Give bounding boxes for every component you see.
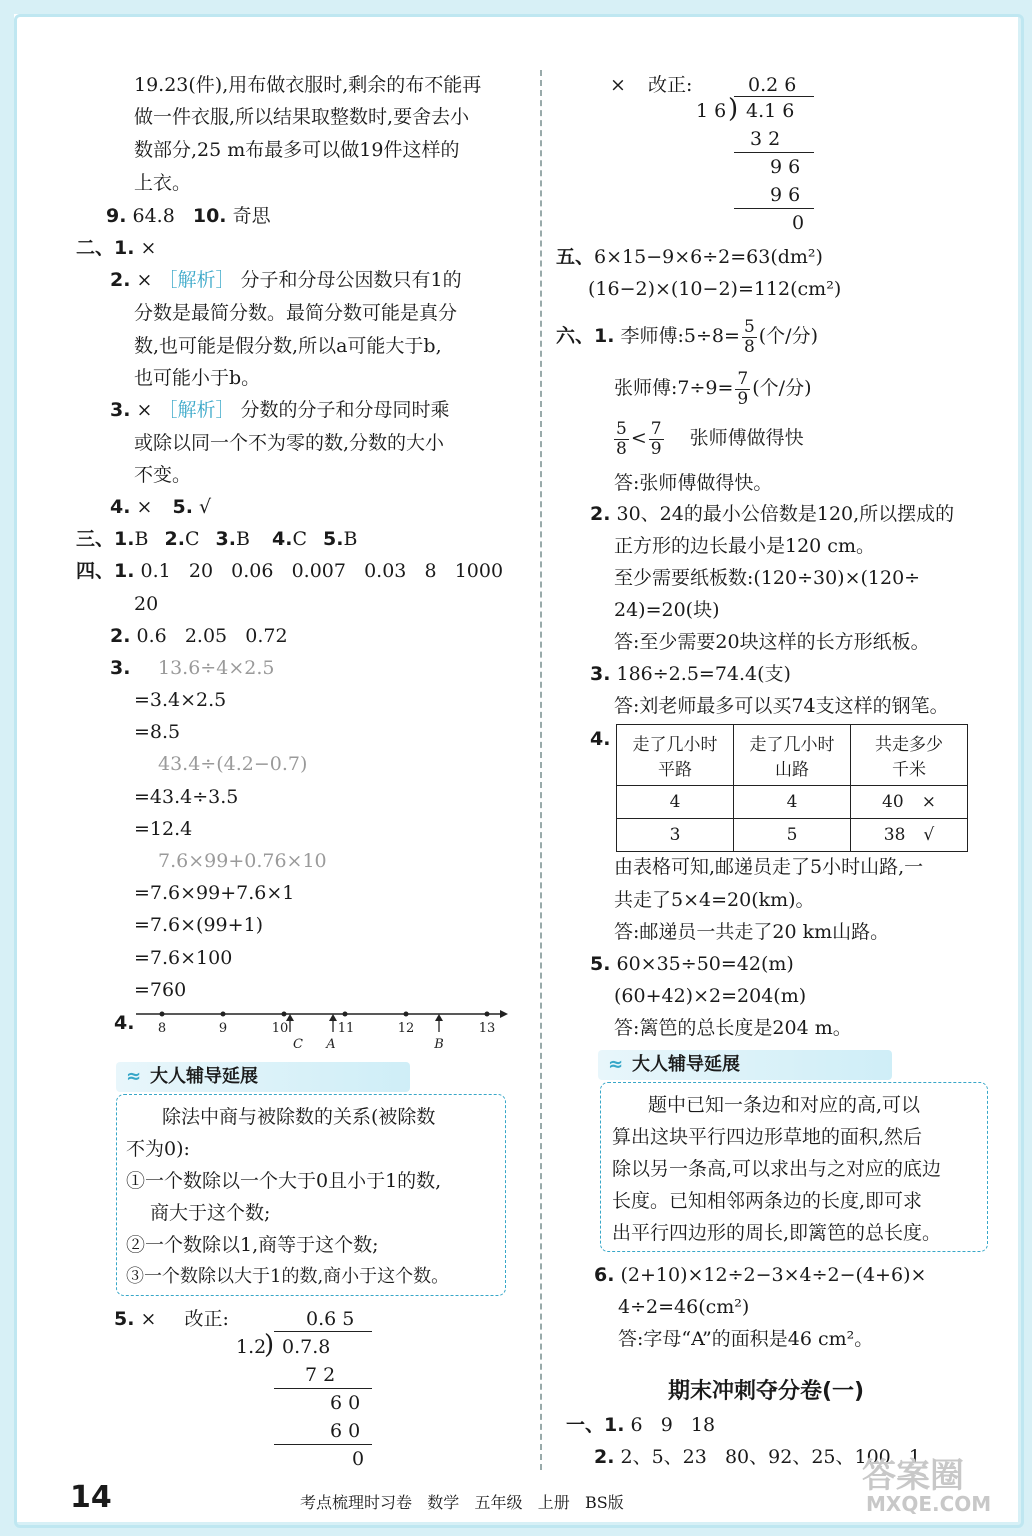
text-line: 60×35÷50=42(m) <box>616 953 794 975</box>
text-line: (16−2)×(10−2)=112(cm²) <box>588 278 842 300</box>
text-line: 30、24的最小公倍数是120,所以摆成的 <box>616 503 955 525</box>
table-header <box>617 725 734 786</box>
table-cell: 4 <box>734 786 851 819</box>
question-number: 1. <box>594 325 615 348</box>
table-cell: 3 <box>617 819 734 852</box>
table-header-row <box>617 725 968 786</box>
header-line: 共走多少 <box>875 735 943 755</box>
text-line: 分数是最简分数。最简分数可能是真分 <box>134 302 458 324</box>
division-bracket: ) <box>728 94 739 124</box>
tick-dot <box>282 1012 287 1017</box>
calc-step: =7.6×(99+1) <box>134 914 264 936</box>
division-bar <box>274 1331 372 1332</box>
question-number: 2. <box>164 528 185 550</box>
question-number: 1. <box>114 237 135 259</box>
division-bar <box>734 96 814 97</box>
denominator: 9 <box>737 388 749 409</box>
data-table <box>616 724 968 852</box>
mark-label: B <box>434 1037 444 1052</box>
calc-step: 7.6×99+0.76×10 <box>158 850 327 872</box>
q5-line <box>590 953 794 976</box>
extension-title: ≈ 大人辅导延展 <box>598 1050 892 1080</box>
section-label: 五、 <box>556 246 595 268</box>
header-line: 走了几小时 <box>632 735 718 755</box>
denominator: 9 <box>650 438 662 459</box>
section-5 <box>556 246 823 269</box>
fraction <box>649 420 664 458</box>
answer: C <box>184 528 200 550</box>
question-number: 4. <box>272 528 293 550</box>
zhang-rate <box>614 370 811 408</box>
section-label: 六、 <box>556 325 595 348</box>
text-line: 答:刘老师最多可以买74支这样的钢笔。 <box>614 695 949 717</box>
text-line: 出平行四边形的周长,即篱笆的总长度。 <box>612 1222 942 1244</box>
watermark-url: MXQE.COM <box>866 1492 992 1516</box>
section-2-q4-q5 <box>110 496 211 519</box>
footer-text: 考点梳理时习卷 数学 五年级 上册 BS版 <box>300 1493 624 1512</box>
text-line: 共走了5×4=20(km)。 <box>614 889 815 911</box>
text-line: 答:至少需要20块这样的长方形纸板。 <box>614 631 930 653</box>
text-line: 商大于这个数; <box>150 1202 271 1224</box>
question-number: 3. <box>215 528 236 550</box>
text-line: 19.23(件),用布做衣服时,剩余的布不能再 <box>134 74 482 96</box>
extension-title: ≈ 大人辅导延展 <box>116 1062 410 1092</box>
section-4-q1 <box>76 560 503 583</box>
text-line: 或除以同一个不为零的数,分数的大小 <box>134 432 445 454</box>
text-line: (2+10)×12÷2−3×4÷2−(4+6)× <box>620 1264 927 1286</box>
cell-mark: × <box>921 792 936 812</box>
numerator: 7 <box>737 369 749 389</box>
division-step: 3 2 <box>750 128 781 150</box>
question-number: 6. <box>594 1264 615 1286</box>
calc-step: =8.5 <box>134 721 181 743</box>
division-step: 6 0 <box>330 1420 361 1442</box>
answer: √ <box>198 496 212 518</box>
text-line: 除法中商与被除数的关系(被除数 <box>162 1106 436 1128</box>
tick-label: 8 <box>157 1021 167 1036</box>
calc-step: =3.4×2.5 <box>134 689 227 711</box>
answer: 0.1 20 0.06 0.007 0.03 8 1000 <box>140 560 504 582</box>
division-bar <box>274 1444 372 1445</box>
division-step: 9 6 <box>770 184 801 206</box>
section-4-q2 <box>110 625 288 648</box>
answer: × <box>140 237 157 259</box>
question-number: 1. <box>114 528 135 550</box>
answer: C <box>292 528 307 550</box>
answer: B <box>235 528 250 550</box>
number-line <box>130 1004 510 1054</box>
calc-step: =43.4÷3.5 <box>134 786 239 808</box>
text-line: 不为0): <box>126 1138 190 1160</box>
unit: (个/分) <box>752 377 812 400</box>
text-line: 算出这块平行四边形草地的面积,然后 <box>612 1126 923 1148</box>
calc-step: 43.4÷(4.2−0.7) <box>158 753 308 775</box>
question-number: 2. <box>110 269 131 291</box>
numerator: 5 <box>743 317 755 337</box>
text-line: 张师傅:7÷9= <box>614 377 734 400</box>
table-cell: 4 <box>617 786 734 819</box>
division-dividend: 0.7.8 <box>282 1336 331 1358</box>
q9-answer <box>106 205 271 228</box>
table-cell <box>851 786 968 819</box>
tick-dot <box>404 1012 409 1017</box>
question-number: 1. <box>114 560 135 582</box>
table-cell <box>851 819 968 852</box>
text-line: 李师傅:5÷8= <box>620 325 740 348</box>
section-3 <box>76 528 357 551</box>
tick-label: 13 <box>478 1021 496 1036</box>
text-line: 数部分,25 m布最多可以做19件这样的 <box>134 139 460 161</box>
calc-step: =760 <box>134 979 187 1001</box>
denominator: 8 <box>743 336 755 357</box>
pointer-a-head <box>329 1014 337 1021</box>
table-row <box>617 786 968 819</box>
section-2-q3 <box>110 399 450 422</box>
operator: < <box>630 427 647 450</box>
question-number: 1. <box>604 1414 625 1436</box>
q6-line <box>594 1264 926 1287</box>
answer: B <box>343 528 358 550</box>
answer: 20 <box>134 593 159 615</box>
page-number: 14 <box>70 1480 112 1515</box>
header-line: 走了几小时 <box>749 735 835 755</box>
question-number: 2. <box>590 503 611 525</box>
pointer-c-head <box>286 1014 294 1021</box>
question-number: 2. <box>594 1446 615 1468</box>
unit: (个/分) <box>758 325 818 348</box>
division-bar <box>734 208 814 209</box>
question-number: 4. <box>590 728 611 750</box>
section-title: 期末冲刺夺分卷(一) <box>668 1379 865 1404</box>
text-line: 186÷2.5=74.4(支) <box>616 663 791 685</box>
tick-dot <box>221 1012 226 1017</box>
tick-label: 10 <box>271 1021 289 1036</box>
section-label: 四、 <box>76 560 115 582</box>
text-line: 答:邮递员一共走了20 km山路。 <box>614 921 890 943</box>
comparison <box>612 420 804 458</box>
text-line: ③一个数除以大于1的数,商小于这个数。 <box>126 1266 450 1287</box>
text-line: 也可能小于b。 <box>134 367 261 389</box>
division-step: 7 2 <box>305 1364 336 1386</box>
table-row <box>617 819 968 852</box>
question-number: 5. <box>590 953 611 975</box>
text-line: 6×15−9×6÷2=63(dm²) <box>594 246 823 268</box>
text-line: 数,也可能是假分数,所以a可能大于b, <box>134 335 442 357</box>
text-line: 答:张师傅做得快。 <box>614 472 773 494</box>
division-quotient: 0.6 5 <box>306 1308 355 1330</box>
answer: × <box>136 399 153 421</box>
text-line: 由表格可知,邮递员走了5小时山路,一 <box>614 856 924 878</box>
division-step: 9 6 <box>770 156 801 178</box>
q2-line <box>590 503 954 526</box>
tick-label: 12 <box>397 1021 415 1036</box>
tick-label: 9 <box>218 1021 228 1036</box>
division-divisor: 1 6 <box>696 100 727 122</box>
text-line: ①一个数除以一个大于0且小于1的数, <box>126 1170 442 1192</box>
fraction <box>735 370 750 408</box>
text-line: 24)=20(块) <box>614 599 720 621</box>
division-bar <box>274 1388 372 1389</box>
cell-value: 40 <box>882 792 904 812</box>
answer: × <box>610 74 626 96</box>
section-2-q1 <box>76 237 156 260</box>
answer: × <box>140 1308 157 1330</box>
watermark-logo: 答案圈 <box>862 1456 964 1496</box>
s1-q1 <box>566 1414 715 1437</box>
table-header <box>734 725 851 786</box>
answer: 0.6 2.05 0.72 <box>136 625 288 647</box>
table-cell: 5 <box>734 819 851 852</box>
division-quotient: 0.2 6 <box>748 74 797 96</box>
fraction <box>742 318 757 356</box>
pointer-b-head <box>435 1014 443 1021</box>
section-6-q1 <box>556 318 818 356</box>
fraction <box>614 420 629 458</box>
tick-label: 11 <box>337 1021 355 1036</box>
section-label: 一、 <box>566 1414 605 1436</box>
tick-dot <box>160 1012 165 1017</box>
text-line: 不变。 <box>134 464 192 486</box>
answer: 64.8 <box>132 205 175 227</box>
cell-value: 38 <box>883 825 906 845</box>
number-line-arrow <box>500 1010 508 1018</box>
question-number: 5. <box>323 528 344 550</box>
question-number: 9. <box>106 205 127 227</box>
correction-label: 改正: <box>648 74 693 96</box>
answer: 6 9 18 <box>630 1414 716 1436</box>
text-line: 至少需要纸板数:(120÷30)×(120÷ <box>614 567 921 589</box>
answer: B <box>134 528 149 550</box>
calc-step: =12.4 <box>134 818 193 840</box>
text-line: (60+42)×2=204(m) <box>614 985 807 1007</box>
text-line: 题中已知一条边和对应的高,可以 <box>648 1094 921 1116</box>
text-line: 分数的分子和分母同时乘 <box>240 399 450 421</box>
mark-label: A <box>326 1037 336 1052</box>
numerator: 5 <box>616 419 627 439</box>
text-line: 长度。已知相邻两条边的长度,即可求 <box>612 1190 923 1212</box>
numerator: 7 <box>650 419 662 439</box>
mark-label: C <box>293 1037 303 1052</box>
tick-dot <box>343 1012 348 1017</box>
division-dividend: 4.1 6 <box>746 100 795 122</box>
text-line: 正方形的边长最小是120 cm。 <box>614 535 875 557</box>
calc-step: =7.6×99+7.6×1 <box>134 882 295 904</box>
text-line: 答:篱笆的总长度是204 m。 <box>614 1017 852 1039</box>
division-bracket: ) <box>264 1330 275 1360</box>
question-number: 4. <box>110 496 131 518</box>
calc-step: 13.6÷4×2.5 <box>158 657 275 679</box>
text-line: 除以另一条高,可以求出与之对应的底边 <box>612 1158 942 1180</box>
text-line: 上衣。 <box>134 172 192 194</box>
text-line: 分子和分母公因数只有1的 <box>240 269 462 291</box>
text-line: 做一件衣服,所以结果取整数时,要舍去小 <box>134 106 470 128</box>
question-number: 10. <box>192 205 227 227</box>
answer: 2、5、23 80、92、25、100 1 <box>620 1446 921 1468</box>
cell-mark: √ <box>923 825 935 845</box>
header-line: 平路 <box>658 760 692 780</box>
question-number: 5. <box>172 496 193 518</box>
answer: × <box>136 496 153 518</box>
tick-dot <box>485 1012 490 1017</box>
text-line: 张师傅做得快 <box>689 427 804 450</box>
header-line: 山路 <box>775 760 809 780</box>
correction-label: 改正: <box>184 1308 229 1330</box>
q3-line <box>590 663 791 686</box>
table-header <box>851 725 968 786</box>
question-number: 2. <box>110 625 131 647</box>
section-4-q5 <box>114 1308 229 1331</box>
question-number: 3. <box>110 657 131 679</box>
analysis-tag: ［解析］ <box>158 399 235 421</box>
analysis-tag: ［解析］ <box>158 269 235 291</box>
division-remainder: 0 <box>792 212 805 234</box>
division-step: 6 0 <box>330 1392 361 1414</box>
column-divider <box>540 70 542 1470</box>
section-label: 二、 <box>76 237 115 259</box>
division-divisor: 1.2 <box>236 1336 267 1358</box>
question-number: 5. <box>114 1308 135 1330</box>
division-bar <box>734 152 814 153</box>
answer: 奇思 <box>232 205 271 227</box>
denominator: 8 <box>616 438 627 459</box>
division-remainder: 0 <box>352 1448 365 1470</box>
header-line: 千米 <box>892 760 926 780</box>
answer: × <box>136 269 153 291</box>
text-line: ②一个数除以1,商等于这个数; <box>126 1234 379 1256</box>
section-2-q2 <box>110 269 462 292</box>
text-line: 答:字母“A”的面积是46 cm²。 <box>618 1328 874 1350</box>
calc-step: =7.6×100 <box>134 947 233 969</box>
question-number: 3. <box>590 663 611 685</box>
question-number: 4. <box>114 1012 135 1034</box>
question-number: 3. <box>110 399 131 421</box>
section-label: 三、 <box>76 528 115 550</box>
text-line: 4÷2=46(cm²) <box>618 1296 750 1318</box>
